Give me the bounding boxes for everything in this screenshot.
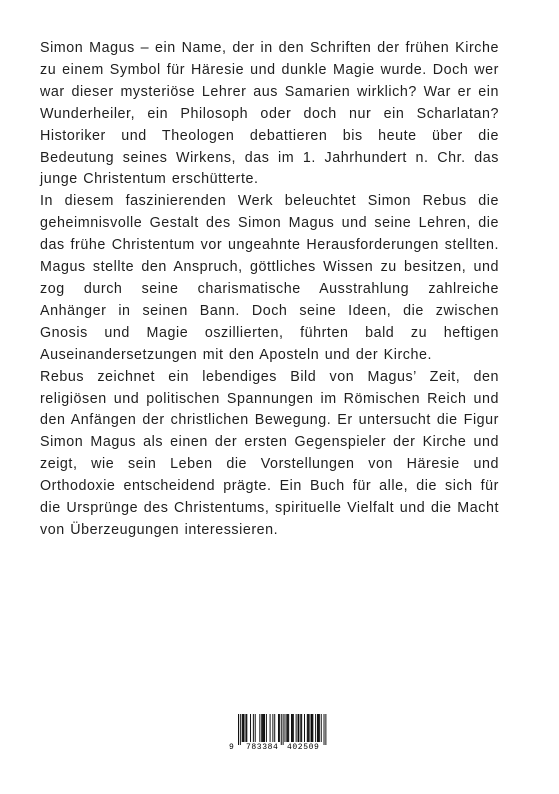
blurb-paragraph-2: In diesem faszinierenden Werk beleuchtet Simon Rebus die geheimnisvolle Gestalt des Simon Magus und seine Lehren, die das frühe Christentum vor ungeahnte Herausforderungen stellten. Magus stellte den Anspruch, göttliches Wissen zu besitzen, und zog durch seine charismatische Ausstrahlung zahlreiche Anhänger in seinen Bann. Doch seine Ideen, die zwischen Gnosis und Magie oszillierten, führten bald zu heftigen Auseinandersetzungen mit den Aposteln und der Kirche. — [40, 193, 499, 363]
barcode-bar — [287, 714, 288, 742]
barcode-bar — [308, 714, 309, 742]
barcode-bar — [286, 714, 287, 742]
barcode-bar — [246, 714, 247, 742]
barcode-bar — [318, 714, 319, 742]
barcode-bar — [270, 714, 271, 742]
barcode-bar — [298, 714, 299, 742]
barcode-prefix-digit: 9 — [229, 743, 235, 752]
barcode-bar — [317, 714, 318, 742]
barcode-bar — [278, 714, 279, 742]
blurb-paragraph-1: Simon Magus – ein Name, der in den Schriften der frühen Kirche zu einem Symbol für Häresie und dunkle Magie wurde. Doch wer war dieser mysteriöse Lehrer aus Samarien wirklich? War er ein Wunderheiler, ein Philosoph oder doch nur ein Scharlatan? Historiker und Theologen debattieren bis heute über die Bedeutung seines Wirkens, das im 1. Jahrhundert n. Chr. das junge Christentum erschütterte. — [40, 40, 499, 188]
back-cover-blurb — [40, 38, 499, 542]
barcode-bar — [245, 714, 246, 742]
barcode-bar — [274, 714, 275, 742]
barcode-bar — [281, 714, 282, 745]
barcode-bar — [243, 714, 244, 742]
barcode-bar — [261, 714, 262, 742]
barcode-bar — [288, 714, 289, 742]
isbn-barcode — [229, 713, 332, 753]
barcode-bar — [250, 714, 251, 742]
barcode-bar — [311, 714, 312, 742]
barcode-bar — [259, 714, 260, 742]
barcode-bar — [301, 714, 302, 742]
barcode-bar — [309, 714, 310, 742]
barcode-bar — [264, 714, 265, 742]
barcode-bar — [279, 714, 280, 742]
barcode-bar — [312, 714, 313, 742]
blurb-paragraph-3: Rebus zeichnet ein lebendiges Bild von Magus’ Zeit, den religiösen und politischen Spannungen im Römischen Reich und den Anfängen der christlichen Bewegung. Er untersucht die Figur Simon Magus als einen der ersten Gegenspieler der Kirche und zeigt, wie sein Leben die Vorstellungen von Häresie und Orthodoxie entscheidend prägte. Ein Buch für alle, die sich für die Ursprünge des Christentums, spirituelle Vielfalt und die Macht von Überzeugungen interessieren. — [40, 368, 499, 538]
barcode-bar — [291, 714, 292, 742]
barcode-bar — [296, 714, 297, 742]
barcode-bar — [315, 714, 316, 742]
barcode-bar — [293, 714, 294, 742]
barcode-bar — [253, 714, 254, 742]
barcode-bar — [300, 714, 301, 742]
barcode-bar — [240, 714, 241, 745]
barcode-bar — [298, 714, 299, 742]
barcode-bar — [321, 714, 322, 742]
barcode-bar — [283, 714, 284, 745]
barcode-bar — [324, 714, 325, 745]
barcode-bar — [311, 714, 312, 742]
barcode-bar — [307, 714, 308, 742]
barcode-bar — [272, 714, 273, 742]
barcode-bar — [238, 714, 239, 745]
barcode-bar — [266, 714, 267, 742]
barcode-left-digits: 783384 — [246, 743, 279, 752]
barcode-bar — [292, 714, 293, 742]
barcode-bar — [262, 714, 263, 742]
barcode-bar — [325, 714, 326, 745]
barcode-bar — [263, 714, 264, 742]
barcode-bar — [319, 714, 320, 742]
barcode-bar — [255, 714, 256, 742]
barcode-right-digits: 402509 — [287, 743, 320, 752]
barcode-bar — [242, 714, 243, 742]
barcode-bar — [285, 714, 286, 742]
barcode-bar — [304, 714, 305, 742]
barcode-bar — [244, 714, 245, 742]
